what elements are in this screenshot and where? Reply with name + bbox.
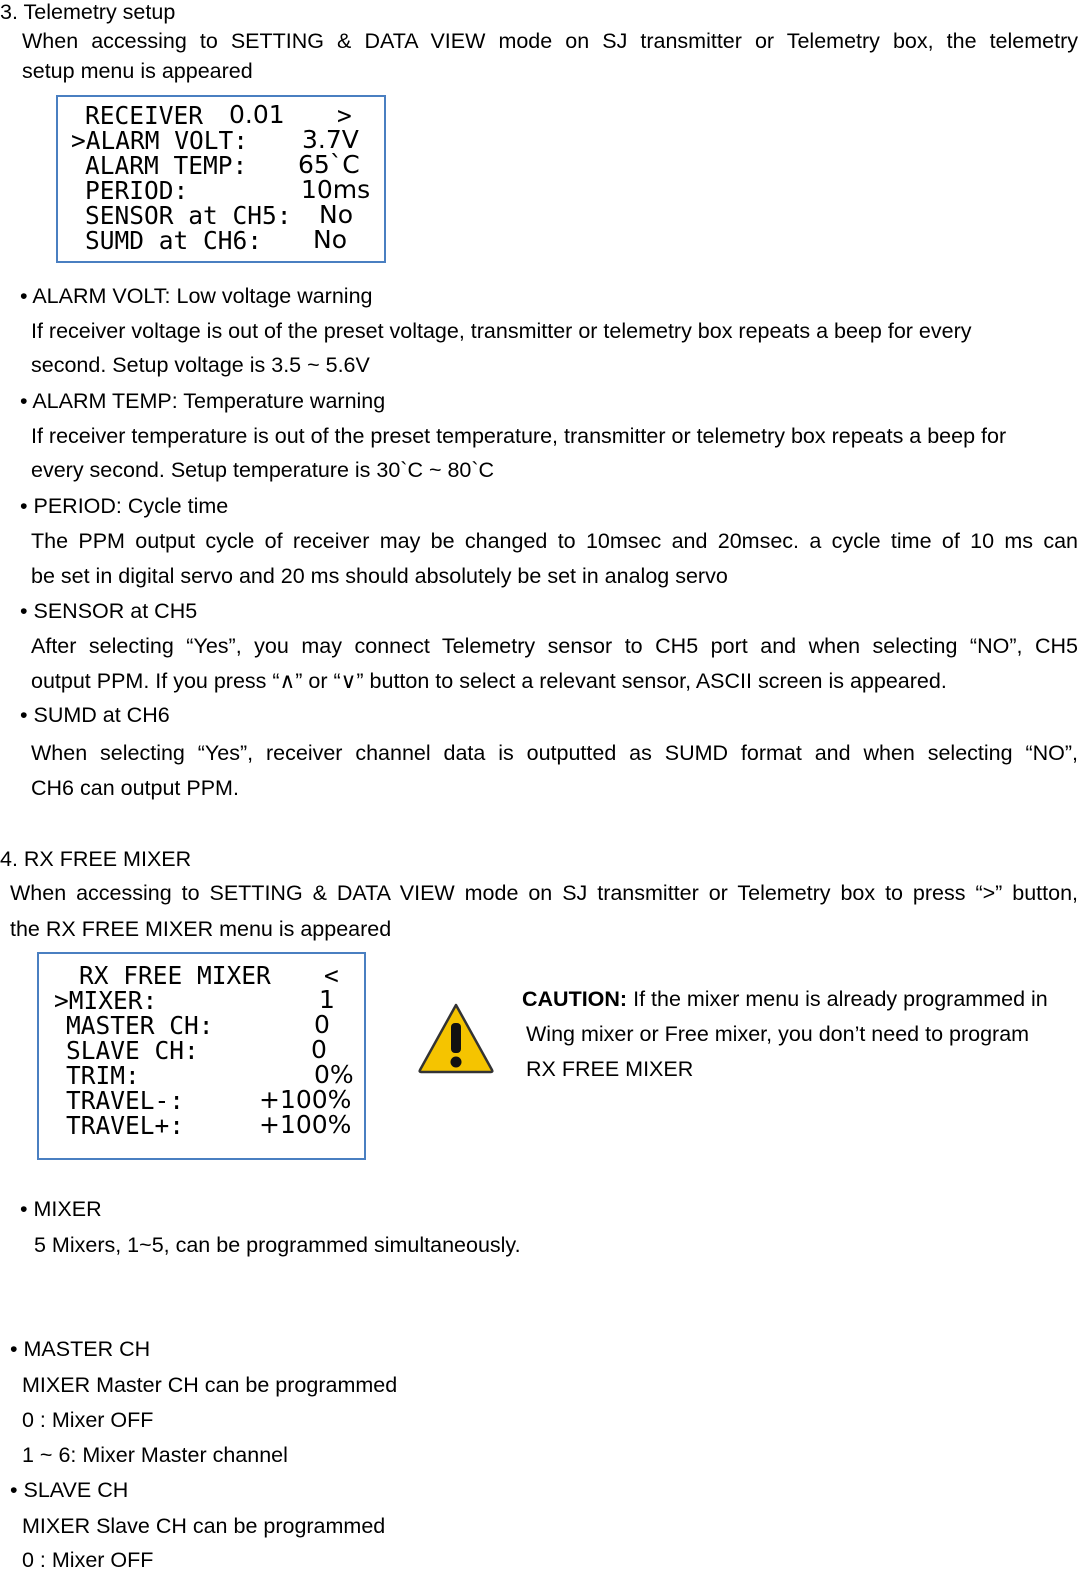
slave-ch-desc-line2: 0 : Mixer OFF — [22, 1548, 154, 1572]
screen-version: 0.01 — [229, 100, 285, 129]
screen-title: RECEIVER — [85, 101, 204, 130]
screen-row-label: TRAVEL-: — [66, 1086, 185, 1115]
section-4-intro-line1: When accessing to SETTING & DATA VIEW mode on SJ transmitter or Telemetry box to press “>” button, — [10, 881, 1078, 905]
mixer-title: • MIXER — [20, 1197, 102, 1221]
screen-title: RX FREE MIXER — [79, 961, 271, 990]
telemetry-setup-screen — [56, 95, 386, 263]
screen-row-value: +100% — [259, 1085, 352, 1114]
caution-line2: Wing mixer or Free mixer, you don’t need to program — [526, 1022, 1030, 1046]
alarm-temp-title: • ALARM TEMP: Temperature warning — [20, 389, 386, 413]
screen-row-label: SUMD at CH6: — [85, 226, 263, 255]
screen-row-label: PERIOD: — [85, 176, 189, 205]
screen-row-value: 0 — [314, 1010, 330, 1039]
screen-row-value: 3.7V — [302, 125, 359, 154]
mixer-desc-line1: 5 Mixers, 1~5, can be programmed simultaneously. — [34, 1233, 521, 1257]
screen-back-arrow: < — [324, 961, 339, 990]
screen-row-value: 1 — [319, 985, 335, 1014]
screen-row-label: >ALARM VOLT: — [71, 126, 249, 155]
section-3-heading: 3. Telemetry setup — [0, 0, 176, 24]
caution-line3: RX FREE MIXER — [526, 1057, 694, 1081]
alarm-volt-desc-line1: If receiver voltage is out of the preset voltage, transmitter or telemetry box repeats a beep for every — [31, 319, 972, 343]
section-3-intro-line2: setup menu is appeared — [22, 59, 253, 83]
screen-row-value: No — [313, 225, 347, 254]
sensor-ch5-desc-line2: output PPM. If you press “∧” or “∨” button to select a relevant sensor, ASCII screen is appeared. — [31, 669, 947, 693]
period-desc-line2: be set in digital servo and 20 ms should absolutely be set in analog servo — [31, 564, 728, 588]
rx-free-mixer-screen — [37, 952, 366, 1160]
section-3-intro-line1: When accessing to SETTING & DATA VIEW mode on SJ transmitter or Telemetry box, the telemetry — [22, 29, 1078, 53]
slave-ch-desc-line1: MIXER Slave CH can be programmed — [22, 1514, 386, 1538]
sumd-ch6-desc-line2: CH6 can output PPM. — [31, 776, 239, 800]
screen-row-label: TRAVEL+: — [66, 1111, 185, 1140]
slave-ch-title: • SLAVE CH — [10, 1478, 129, 1502]
master-ch-desc-line2: 0 : Mixer OFF — [22, 1408, 154, 1432]
screen-row-label: >MIXER: — [54, 986, 158, 1015]
sensor-ch5-title: • SENSOR at CH5 — [20, 599, 198, 623]
sumd-ch6-desc-line1: When selecting “Yes”, receiver channel data is outputted as SUMD format and when selecting “NO”, — [31, 741, 1078, 765]
screen-row-value: 0 — [311, 1035, 327, 1064]
screen-next-arrow: > — [337, 101, 352, 130]
screen-row-value: 10ms — [301, 175, 371, 204]
master-ch-desc-line1: MIXER Master CH can be programmed — [22, 1373, 398, 1397]
sensor-ch5-desc-line1: After selecting “Yes”, you may connect Telemetry sensor to CH5 port and when selecting “NO”, CH5 — [31, 634, 1078, 658]
warning-icon — [416, 1001, 496, 1075]
section-4-intro-line2: the RX FREE MIXER menu is appeared — [10, 917, 392, 941]
screen-row-value: 0% — [314, 1060, 354, 1089]
alarm-volt-desc-line2: second. Setup voltage is 3.5 ~ 5.6V — [31, 353, 370, 377]
screen-row-label: ALARM TEMP: — [85, 151, 248, 180]
master-ch-title: • MASTER CH — [10, 1337, 151, 1361]
alarm-volt-title: • ALARM VOLT: Low voltage warning — [20, 284, 373, 308]
sumd-ch6-title: • SUMD at CH6 — [20, 703, 170, 727]
screen-row-value: +100% — [259, 1110, 352, 1139]
screen-row-value: 65`C — [298, 150, 360, 179]
screen-row-value: No — [319, 200, 353, 229]
screen-row-label: SLAVE CH: — [66, 1036, 199, 1065]
period-desc-line1: The PPM output cycle of receiver may be changed to 10msec and 20msec. a cycle time of 10 ms can — [31, 529, 1078, 553]
screen-row-label: SENSOR at CH5: — [85, 201, 292, 230]
alarm-temp-desc-line2: every second. Setup temperature is 30`C ~ 80`C — [31, 458, 495, 482]
screen-row-label: TRIM: — [66, 1061, 140, 1090]
section-4-heading: 4. RX FREE MIXER — [0, 847, 192, 871]
caution-line1 — [522, 987, 1048, 1012]
alarm-temp-desc-line1: If receiver temperature is out of the preset temperature, transmitter or telemetry box repeats a beep for — [31, 424, 1007, 448]
period-title: • PERIOD: Cycle time — [20, 494, 229, 518]
caution-label: CAUTION: — [522, 987, 628, 1011]
caution-text: If the mixer menu is already programmed in — [633, 987, 1048, 1011]
screen-row-label: MASTER CH: — [66, 1011, 214, 1040]
master-ch-desc-line3: 1 ~ 6: Mixer Master channel — [22, 1443, 288, 1467]
